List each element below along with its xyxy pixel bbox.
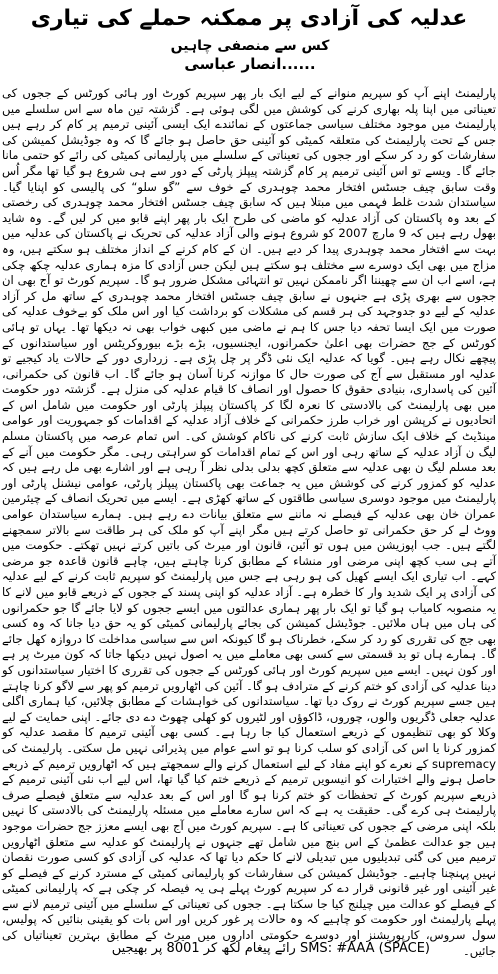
- article-subtitle: کس سے منصفی چاہیں: [170, 38, 330, 54]
- sms-feedback-line: SMS: #AAA (SPACE) رائے پیغام لکھ کر 8001 پر بھیجیں: [111, 941, 430, 956]
- article-title: عدلیہ کی آزادی پر ممکنہ حملے کی تیاری: [30, 6, 468, 31]
- author-name: ......انصار عباسی: [184, 55, 316, 73]
- byline: [150, 38, 350, 73]
- article-text: پارلیمنٹ اپنے آپ کو سپریم منوانے کے لیے ایک بار پھر سپریم کورٹ اور ہائی کورٹس کے ججوں کی تعیناتی میں اپنا پلہ بھاری کرنے کی کوشش میں لگی ہوئی ہے۔ گزشتہ تین ماہ سے اس سلسلے میں پارلیمنٹ میں موجود مختلف سیاسی جماعتوں کے نمائندے ایک ایسی آئینی ترمیم پر کام کر رہے ہیں جس کے تحت پارلیمنٹ کی متعلقہ کمیٹی کو آئینی حق حاصل ہو جائے گا کہ وہ جوڈیشل کمیشن کی سفارشات کو رد کر سکے اور ججوں کی تعیناتی کے سلسلے میں پارلیمانی کمیٹی کی رائے کو حتمی مانا جائے گا۔ ویسے تو اس آئینی ترمیم پر کام گزشتہ پیپلز پارٹی کے دور سے ہی شروع ہو گیا تھا مگر اُس وقت سابق چیف جسٹس افتخار محمد چوہدری کے خوف سے ”گو سلو“ کی پالیسی کو اپنایا گیا۔ سیاستدان شدت غلط فہمی میں مبتلا ہیں کہ سابق چیف جسٹس افتخار محمد چوہدری کی رخصتی کے بعد وہ پاکستان کی آزاد عدلیہ کو ماضی کی طرح ایک بار پھر اپنے قابو میں کر لیں گے۔ وہ شاید بھول رہے ہیں کہ 9 مارچ 2007 کو شروع ہونے والی آزاد عدلیہ کی تحریک نے پاکستان کی عدلیہ میں بہت سے افتخار محمد چوہدری پیدا کر دیے ہیں۔ ان کے کام کرنے کے انداز مختلف ہو سکتے ہیں، وہ مزاج میں بھی ایک دوسرے سے مختلف ہو سکتے ہیں لیکن جس آزادی کا مزہ ہماری عدلیہ چکھ چکی ہے، اسے اب ان سے چھیننا اگر ناممکن نہیں تو انتہائی مشکل ضرور ہو گا۔ سپریم کورٹ تو آج بھی ان ججوں سے بھری پڑی ہے جنہوں نے سابق چیف جسٹس افتخار محمد چوہدری کے ساتھ مل کر آزاد عدلیہ کے لیے دو جدوجہد کی ہر قسم کی مشکلات کو برداشت کیا اور اس ملک کو بےخوف عدلیہ کی صورت میں ایک ایسا تحفہ دیا جس کا ہم نے ماضی میں کبھی خواب بھی نہ دیکھا تھا۔ یہاں تو ہائی کورٹس کے جج حضرات بھی اعلیٰ حکمرانوں، ایجنسیوں، بڑے بڑے بیوروکریٹس اور سیاستدانوں کے پیچھے نکال رہے ہیں۔ گویا کہ عدلیہ ایک نئی ڈگر پر چل پڑی ہے۔ زرداری دور کے حالات یاد کیجیے تو عدلیہ اور مستقبل سے آج کی صورت حال کا موازنہ کرنا آسان ہو جائے گا۔ اب قانون کی حکمرانی، آئین کی پاسداری، بنیادی حقوق کا حصول اور انصاف کا قیام عدلیہ کی منزل ہے۔ گزشتہ دور حکومت میں بھی پارلیمنٹ کی بالادستی کا نعرہ لگا کر پاکستان پیپلز پارٹی اور حکومت میں شامل اس کے اتحادیوں نے کرپشن اور خراب طرز حکمرانی کے خلاف آزاد عدلیہ کے اقدامات کو جمہوریت اور عوامی مینڈیٹ کے خلاف ایک سازش ثابت کرنے کی ناکام کوشش کی۔ اس تمام عرصہ میں پاکستان مسلم لیگ ن آزاد عدلیہ کے ساتھ رہی اور اس کے تمام اقدامات کو سراہتی رہی۔ مگر حکومت میں آنے کے بعد مسلم لیگ ن بھی عدلیہ سے متعلق کچھ بدلی بدلی نظر آ رہی ہے اور اشارے بھی مل رہے ہیں کہ عدلیہ کو کمزور کرنے کی کوشش میں یہ جماعت بھی پاکستان پیپلز پارٹی، عوامی نیشنل پارٹی اور پارلیمنٹ میں موجود دوسری سیاسی طاقتوں کے ساتھ کھڑی ہے۔ ایسے میں تحریک انصاف کے چیئرمین عمران خان بھی عدلیہ کے فیصلے نہ ماننے سے متعلق بیانات دے رہے ہیں۔ ہمارے سیاستدان عوامی ووٹ لے کر حق حکمرانی تو حاصل کرتے ہیں مگر اپنے آپ کو ملک کی ہر طاقت سے بالاتر سمجھنے لگتے ہیں۔ جب اپوزیشن میں ہوں تو آئین، قانون اور میرٹ کی باتیں کرتے نہیں تھکتے۔ حکومت میں آتے ہی سب کچھ اپنی مرضی اور منشاء کے مطابق کرنا چاہتے ہیں، چاہے قانون قاعدہ جو مرضی کہے۔ اب تیاری ایک ایسے کھیل کی ہو رہی ہے جس میں پارلیمنٹ کو سپریم ثابت کرنے کے لیے عدلیہ کی آزادی پر ایک شدید وار کا خطرہ ہے۔ آزاد عدلیہ کو اپنی پسند کے ججوں کے ذریعے قابو میں لانے کا یہ منصوبہ کامیاب ہو گیا تو ایک بار پھر ہماری عدالتوں میں ایسے ججوں کو لایا جائے گا جو حکمرانوں کی ہاں میں ہاں ملائیں۔ جوڈیشل کمیشن کی بجائے پارلیمانی کمیٹی کو یہ حق دیا جانا کہ وہ کسی بھی جج کی تقرری کو رد کر سکے، خطرناک ہو گا کیونکہ اس سے سیاسی مداخلت کا دروازہ کھل جائے گا۔ ہمارے ہاں تو بد قسمتی سے کسی بھی معاملے میں یہ اصول نہیں دیکھا جاتا کہ کون میرٹ پر ہے اور کون نہیں۔ ایسے میں سپریم کورٹ اور ہائی کورٹس کے ججوں کی تقرری کا اختیار سیاستدانوں کو دینا عدلیہ کی آزادی کو ختم کرنے کے مترادف ہو گا۔ آئین کی اٹھارویں ترمیم کو پھر سے لاگو کرنا چاہتے ہیں جسے سپریم کورٹ نے روک دیا تھا۔ سیاستدانوں کی خواہشات کے مطابق چلائیں، کیا ہماری اگلی عدلیہ جعلی ڈگریوں والوں، چوروں، ڈاکوؤں اور لٹیروں کو کھلی چھوٹ دے دی جائے۔ اپنی حمایت کے لیے وکلا کو بھی تنظیموں کے ذریعے استعمال کیا جا رہا ہے۔ کسی بھی آئینی ترمیم کا مقصد عدلیہ کو کمزور کرنا یا اس کی آزادی کو سلب کرنا ہو تو اسے عوام میں پذیرائی نہیں مل سکتی۔ پارلیمنٹ کی supremacy کے نعرے کو اپنے مفاد کے لیے استعمال کرنے والے سمجھتے ہیں کہ اٹھارویں ترمیم کے ذریعے حاصل ہونے والے اختیارات کو انیسویں ترمیم کے ذریعے ختم کیا گیا تھا، اس لیے اب نئی آئینی ترمیم کے ذریعے سپریم کورٹ کے تحفظات کو ختم کرنا ہو گا اور اس کے بعد عدلیہ سے متعلق فیصلے صرف پارلیمنٹ ہی کرے گی۔ حقیقت یہ ہے کہ اس سارے معاملے میں مسئلہ پارلیمنٹ کی بالادستی کا نہیں بلکہ اپنی مرضی کے ججوں کی تعیناتی کا ہے۔ سپریم کورٹ میں آج بھی ایسے معزز جج حضرات موجود ہیں جو عدالت عظمیٰ کے اس بنچ میں شامل تھے جنہوں نے پارلیمنٹ کو عدلیہ سے متعلق اٹھارویں ترمیم میں کی گئی تبدیلیوں میں تبدیلی لانے کا حکم دیا تھا کہ عدلیہ کی آزادی کو کسی صورت نقصان نہیں پہنچنا چاہیے۔ جوڈیشل کمیشن کی سفارشات کو پارلیمانی کمیٹی کے مسترد کرنے کے فیصلے کو غیر آئینی اور غیر قانونی قرار دے کر سپریم کورٹ پہلے ہی یہ فیصلہ کر چکی ہے کہ پارلیمانی کمیٹی کے فیصلے کو عدالت میں چیلنج کیا جا سکتا ہے۔ ججوں کی تعیناتی کے سلسلے میں آئینی ترمیم لانے سے پہلے پارلیمنٹ اور حکومت کو چاہیے کہ وہ حالات پر غور کریں اور اس بات کو یقینی بنائیں کہ پولیس، سول سروس، کارپوریشنز اور دوسرے حکومتی اداروں میں میرٹ کے مطابق بہترین تعیناتیاں کی جائیں۔: [2, 86, 496, 958]
